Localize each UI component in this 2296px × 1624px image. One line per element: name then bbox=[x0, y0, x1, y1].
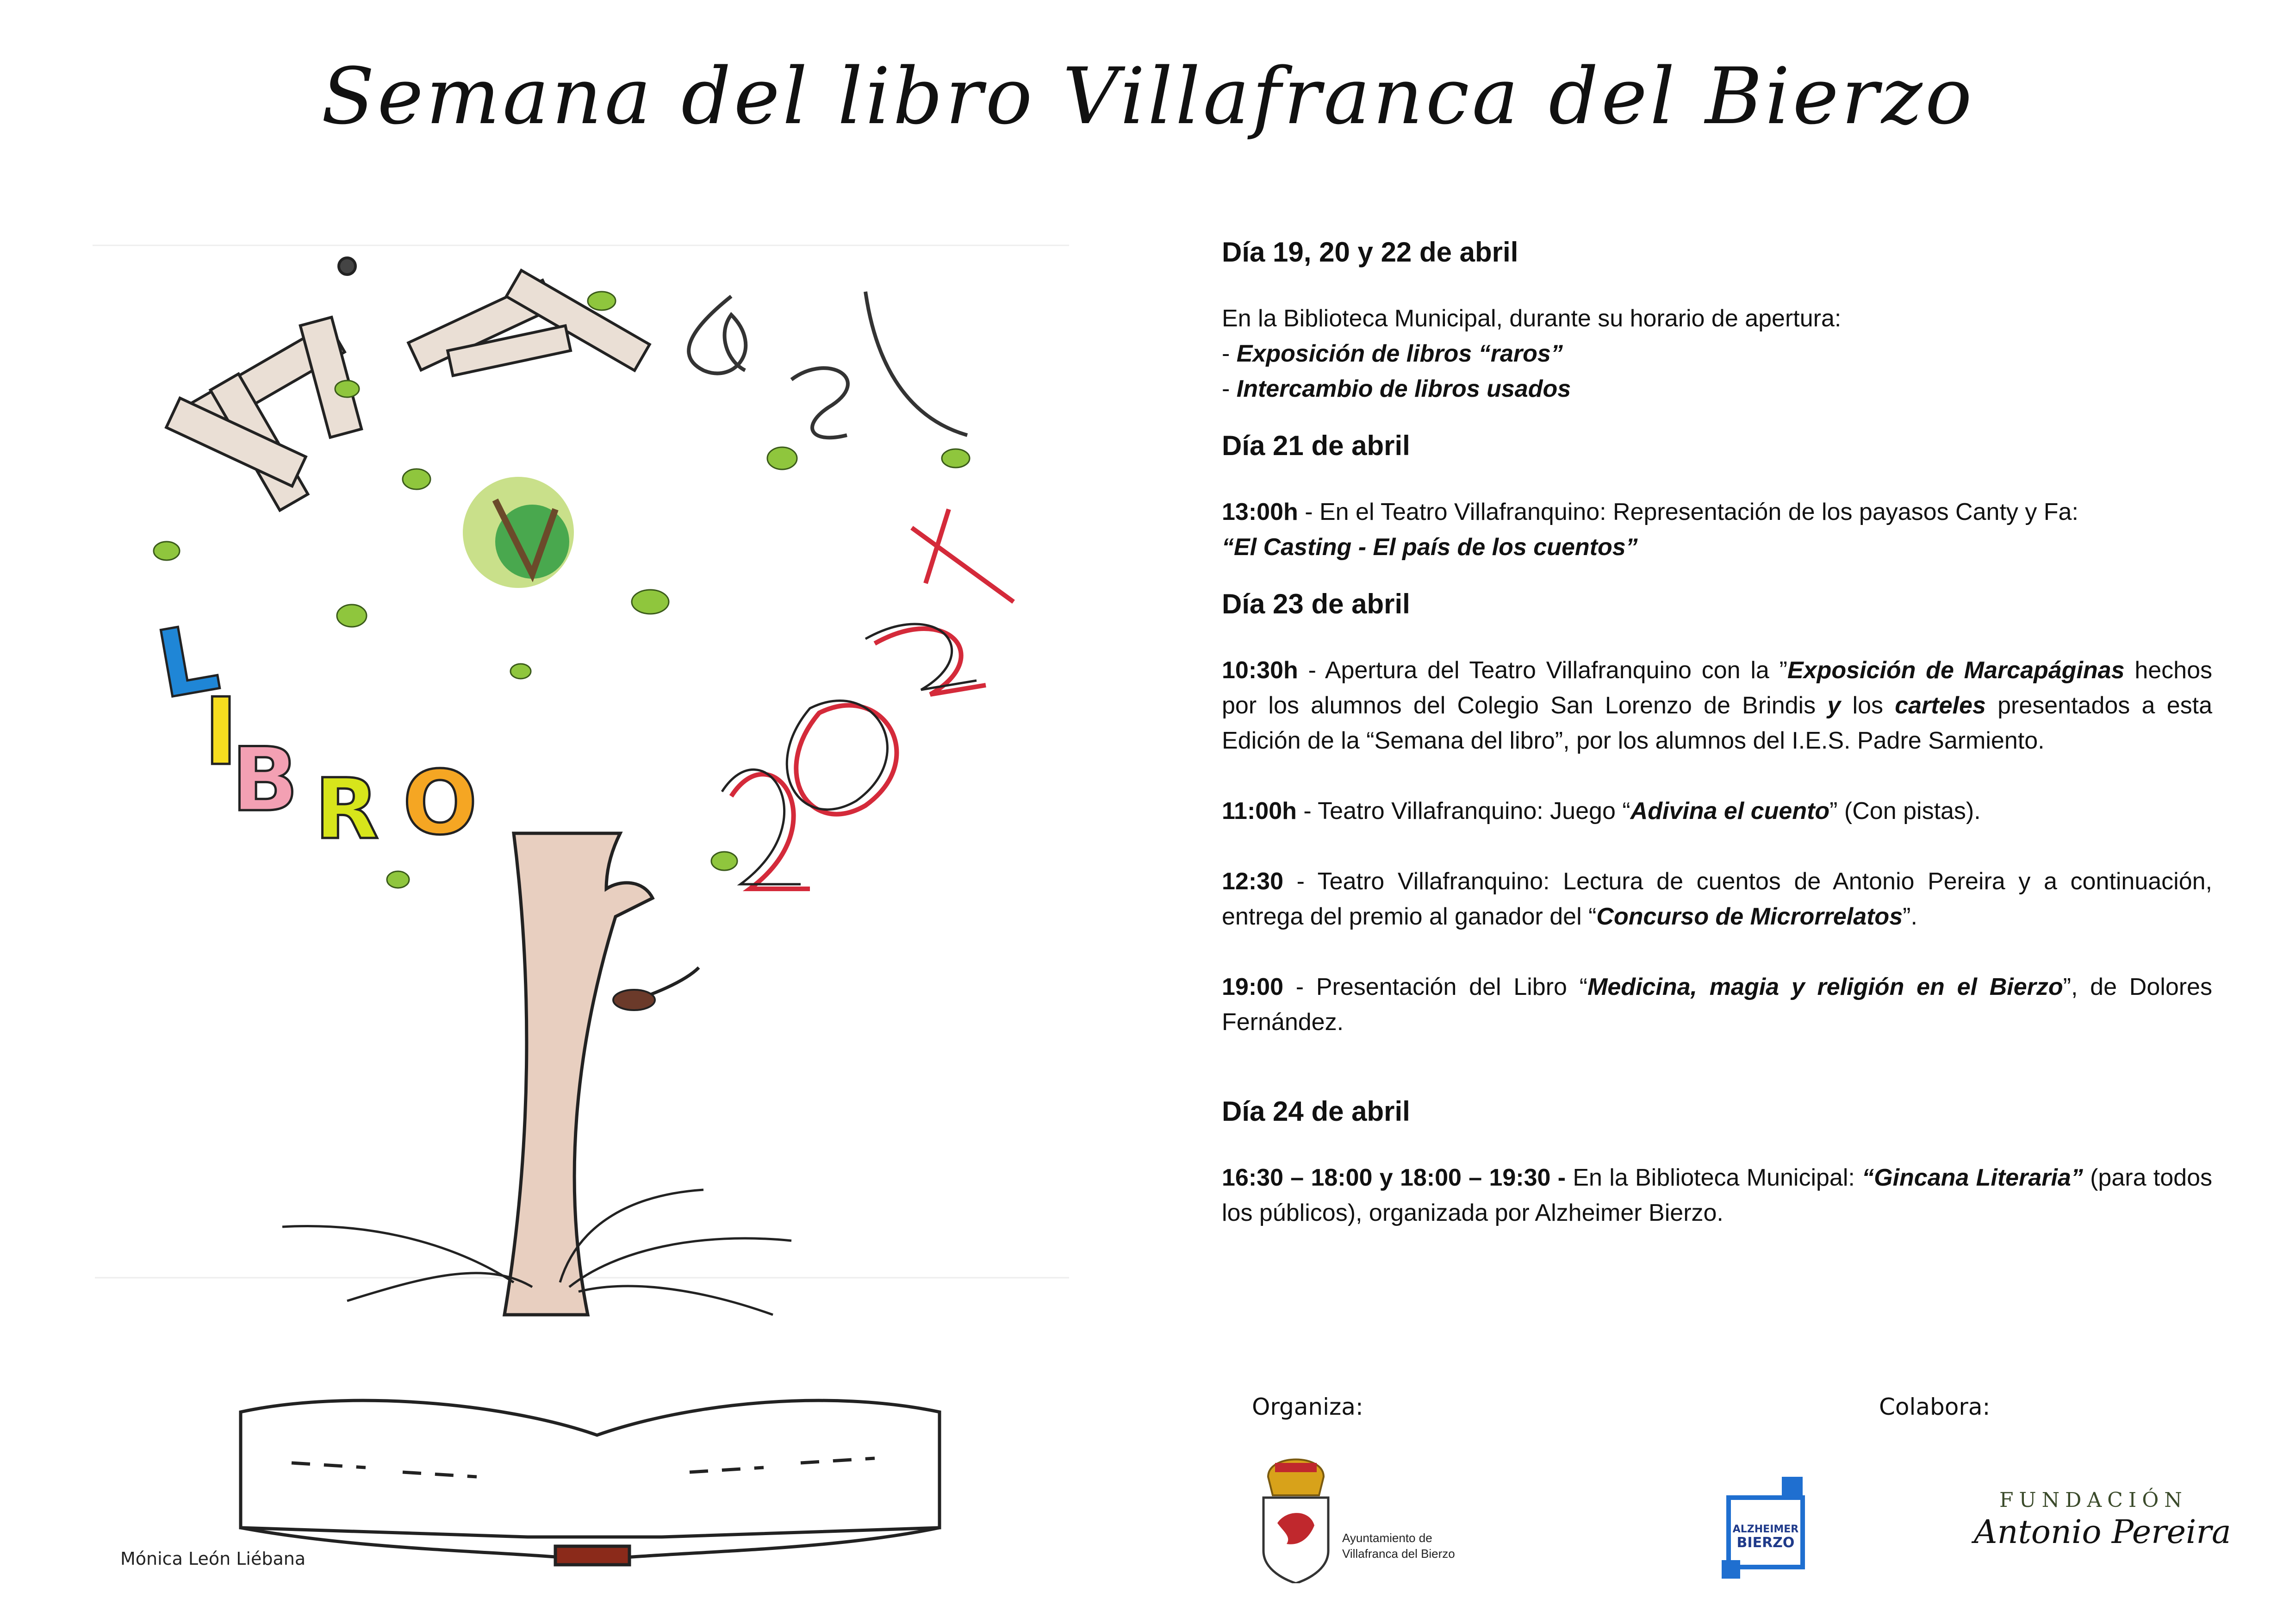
list-item: - Intercambio de libros usados bbox=[1222, 375, 1571, 402]
crown-scribble bbox=[463, 477, 574, 588]
day-heading: Día 21 de abril bbox=[1222, 430, 1410, 461]
day-heading: Día 24 de abril bbox=[1222, 1096, 1410, 1127]
program-schedule bbox=[1222, 231, 2212, 1230]
day-19-22-block bbox=[1222, 231, 2212, 406]
del-lettering bbox=[689, 292, 967, 437]
fundacion-signature: Antonio Pereira bbox=[1974, 1513, 2231, 1551]
colabora-label: Colabora: bbox=[1879, 1393, 1991, 1420]
svg-text:BIERZO: BIERZO bbox=[1736, 1535, 1795, 1551]
tree-book-drawing bbox=[88, 241, 1074, 1593]
svg-text:L: L bbox=[149, 603, 226, 720]
poster-illustration bbox=[88, 241, 1074, 1593]
day-heading: Día 23 de abril bbox=[1222, 588, 1410, 619]
svg-text:ALZHEIMER: ALZHEIMER bbox=[1732, 1524, 1799, 1535]
fundacion-word: FUNDACIÓN bbox=[1999, 1488, 2188, 1512]
svg-text:R: R bbox=[315, 761, 379, 858]
event-text: 16:30 – 18:00 y 18:00 – 19:30 - En la Biblioteca Municipal: “Gincana Literaria” (para todos los públicos), organizada por Alzheimer Bierzo. bbox=[1222, 1164, 2212, 1226]
ayuntamiento-name: Ayuntamiento de Villafranca del Bierzo bbox=[1342, 1531, 1455, 1561]
day-21-block bbox=[1222, 425, 2212, 565]
svg-text:B: B bbox=[231, 729, 299, 831]
open-book bbox=[241, 1400, 940, 1565]
event-text: 13:00h - En el Teatro Villafranquino: Representación de los payasos Canty y Fa: bbox=[1222, 499, 2078, 525]
tree-trunk bbox=[504, 833, 653, 1315]
svg-text:O: O bbox=[403, 752, 478, 854]
year-outline bbox=[722, 624, 977, 884]
artist-signature: Mónica León Liébana bbox=[120, 1549, 306, 1569]
year-lettering bbox=[731, 509, 1014, 889]
event-text: 11:00h - Teatro Villafranquino: Juego “Adivina el cuento” (Con pistas). bbox=[1222, 798, 1981, 824]
page-title: Semana del libro Villafranca del Bierzo bbox=[321, 51, 1975, 142]
event-title: “El Casting - El país de los cuentos” bbox=[1222, 534, 1638, 561]
event-text: 10:30h - Apertura del Teatro Villafranquino con la ”Exposición de Marcapáginas hechos por los alumnos del Colegio San Lorenzo de Brindis y los carteles presentados a esta Edición de la “Semana del libro”, por los alumnos del I.E.S. Padre Sarmiento. bbox=[1222, 657, 2212, 754]
day-24-block bbox=[1222, 1091, 2212, 1230]
event-text: 12:30 - Teatro Villafranquino: Lectura de cuentos de Antonio Pereira y a continuación, entrega del premio al ganador del “Concurso de Microrrelatos”. bbox=[1222, 868, 2212, 930]
alzheimer-bierzo-logo bbox=[1722, 1477, 1814, 1579]
svg-text:I: I bbox=[204, 678, 238, 786]
ayuntamiento-crest-logo bbox=[1259, 1444, 1462, 1583]
list-item: - Exposición de libros “raros” bbox=[1222, 340, 1563, 367]
day-23-block bbox=[1222, 583, 2212, 1040]
day-heading: Día 19, 20 y 22 de abril bbox=[1222, 237, 1518, 268]
organiza-label: Organiza: bbox=[1252, 1393, 1363, 1420]
libro-lettering bbox=[149, 603, 478, 858]
event-text: 19:00 - Presentación del Libro “Medicina, magia y religión en el Bierzo”, de Dolores Fernández. bbox=[1222, 974, 2212, 1036]
day-intro: En la Biblioteca Municipal, durante su horario de apertura: bbox=[1222, 305, 1842, 332]
